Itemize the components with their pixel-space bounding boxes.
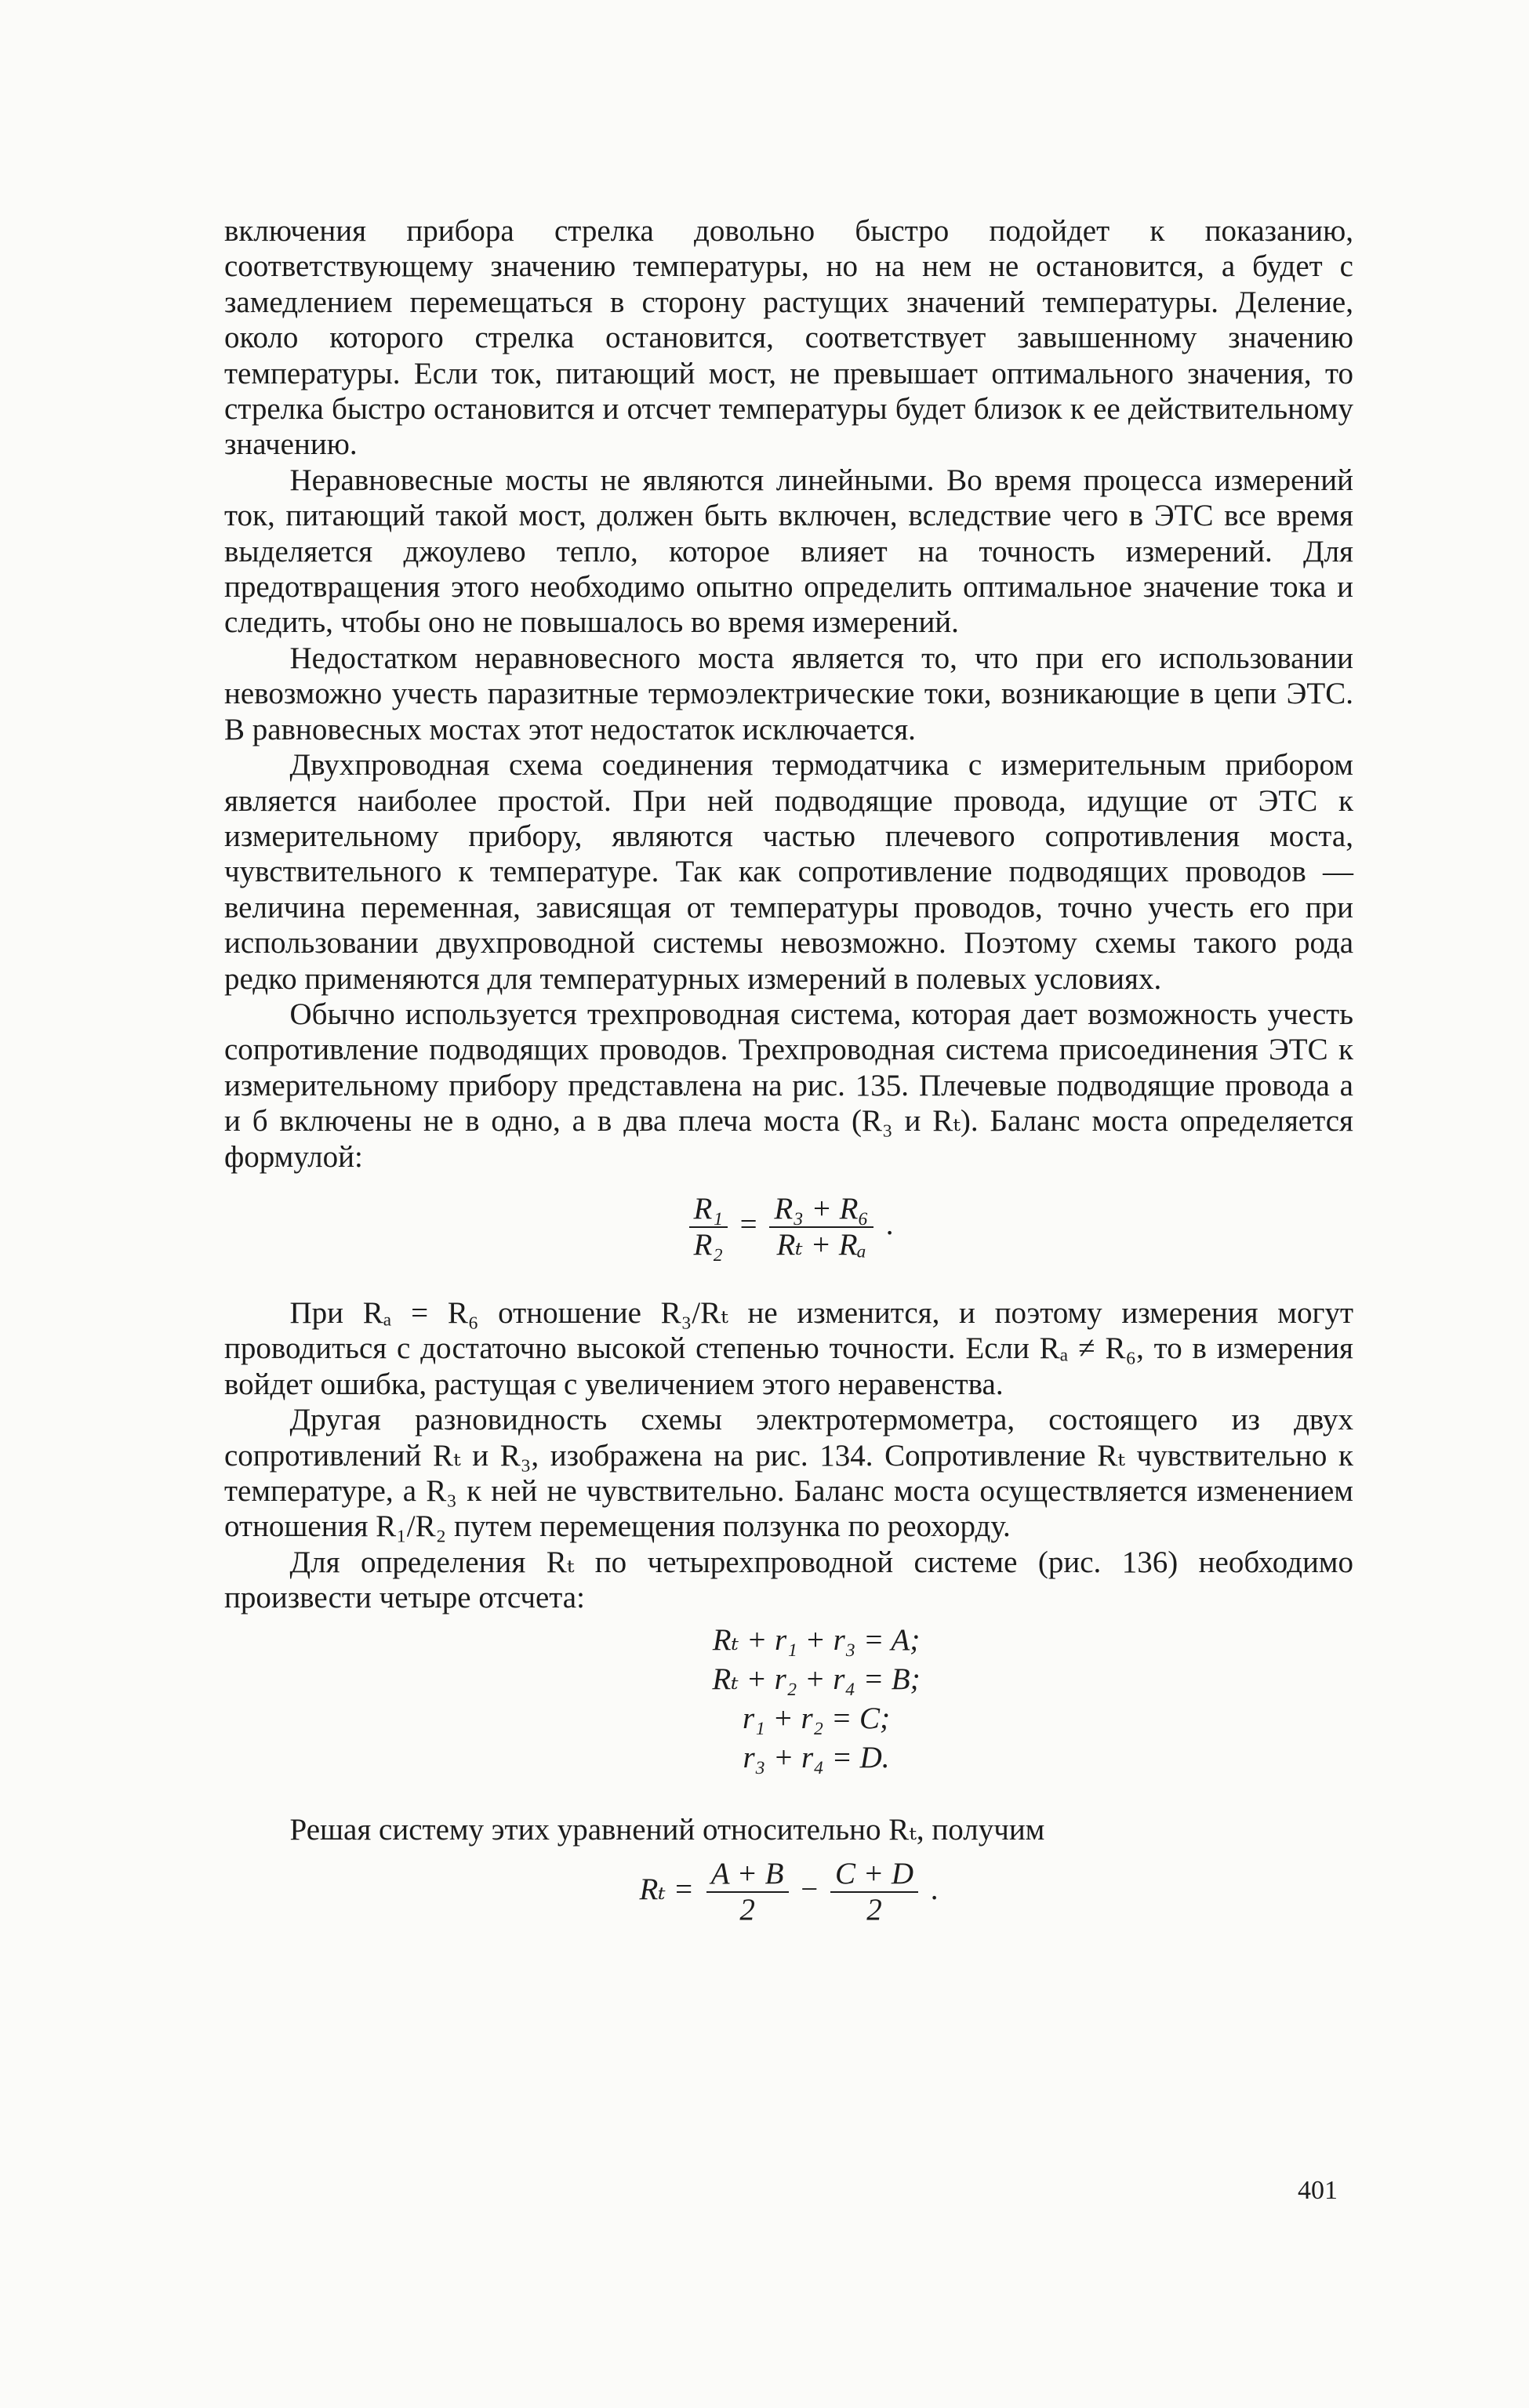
- equation-1: Rₜ + r₁ + r₃ = A;: [712, 1622, 921, 1657]
- fraction-c-plus-d: [830, 1857, 918, 1927]
- equation-2: Rₜ + r₂ + r₄ = B;: [712, 1662, 921, 1696]
- paragraph-4: Двухпроводная схема соединения термодатчика с измерительным прибором является наиболее простой. При ней подводящие провода, идущие от ЭТС к измерительному прибору, являются частью плечевого сопротивления моста, чувствительного к температуре. Так как сопротивление подводящих проводов — величина переменная, зависящая от температуры проводов, точно учесть его при использовании двухпроводной системы невозможно. Поэтому схемы такого рода редко применяются для температурных измерений в полевых условиях.: [224, 748, 1353, 996]
- bridge-balance-formula: [224, 1175, 1353, 1295]
- rt-solution-formula: [224, 1847, 1353, 1941]
- paragraph-2: Неравновесные мосты не являются линейными. Во время процесса измерений ток, питающий такой мост, должен быть включен, вследствие чего в ЭТС все время выделяется джоулево тепло, которое влияет на точность измерений. Для предотвращения этого необходимо опытно определить оптимальное значение тока и следить, чтобы оно не повышалось во время измерений.: [224, 463, 1353, 640]
- paragraph-8: Для определения Rₜ по четырехпроводной системе (рис. 136) необходимо произвести четыре отсчета:: [224, 1545, 1353, 1615]
- formula1-right-numerator: R₃ + R₆: [769, 1192, 873, 1228]
- spacer: [224, 1781, 1353, 1812]
- paragraph-3: Недостатком неравновесного моста является то, что при его использовании невозможно учесть паразитные термоэлектрические токи, возникающие в цепи ЭТС. В равновесных мостах этот недостаток исключается.: [224, 641, 1353, 746]
- equation-system: [224, 1616, 1353, 1781]
- equation-3: r₁ + r₂ = C;: [742, 1701, 891, 1735]
- equation-4: r₃ + r₄ = D.: [743, 1740, 890, 1774]
- formula1-left-numerator: R₁: [689, 1192, 728, 1228]
- formula2-frac2-denominator: 2: [866, 1893, 882, 1927]
- formula1-right-denominator: Rₜ + Rₐ: [776, 1227, 866, 1262]
- formula1-period: .: [885, 1207, 894, 1241]
- body-text: [224, 213, 1353, 1941]
- formula2-frac1-denominator: 2: [739, 1893, 755, 1927]
- formula1-equals: =: [739, 1207, 757, 1241]
- ratio-resistances: [769, 1192, 873, 1262]
- paragraph-9: Решая систему этих уравнений относительно Rₜ, получим: [289, 1812, 1045, 1847]
- page-number: 401: [1298, 2176, 1338, 2205]
- ratio-r1-r2: [689, 1192, 728, 1262]
- formula2-lhs: Rₜ =: [639, 1872, 694, 1906]
- formula1-left-denominator: R₂: [693, 1227, 723, 1262]
- paragraph-6: При Rₐ = R₆ отношение R₃/Rₜ не изменится, и поэтому измерения могут проводиться с достаточно высокой степенью точности. Если Rₐ ≠ R₆, то в измерения войдет ошибка, растущая с увеличением этого неравенства.: [224, 1295, 1353, 1401]
- paragraph-1: включения прибора стрелка довольно быстро подойдет к показанию, соответствующему значению температуры, но на нем не остановится, а будет с замедлением перемещаться в сторону растущих значений температуры. Деление, около которого стрелка остановится, соответствует завышенному значению температуры. Если ток, питающий мост, не превышает оптимального значения, то стрелка быстро остановится и отсчет температуры будет близок к ее действительному значению.: [224, 214, 1353, 462]
- fraction-a-plus-b: [706, 1857, 789, 1927]
- formula2-frac2-numerator: C + D: [830, 1857, 918, 1893]
- paragraph-5: Обычно используется трехпроводная система, которая дает возможность учесть сопротивление подводящих проводов. Трехпроводная система присоединения ЭТС к измерительному прибору представлена на рис. 135. Плечевые подводящие провода a и б включены не в одно, а в два плеча моста (R₃ и Rₜ). Баланс моста определяется формулой:: [224, 997, 1353, 1174]
- formula2-frac1-numerator: A + B: [706, 1857, 789, 1893]
- paragraph-7: Другая разновидность схемы электротермометра, состоящего из двух сопротивлений Rₜ и R₃, изображена на рис. 134. Сопротивление Rₜ чувствительно к температуре, а R₃ к ней не чувствительно. Баланс моста осуществляется изменением отношения R₁/R₂ путем перемещения ползунка по реохорду.: [224, 1403, 1353, 1544]
- formula2-minus: −: [801, 1872, 819, 1906]
- formula2-period: .: [930, 1872, 939, 1906]
